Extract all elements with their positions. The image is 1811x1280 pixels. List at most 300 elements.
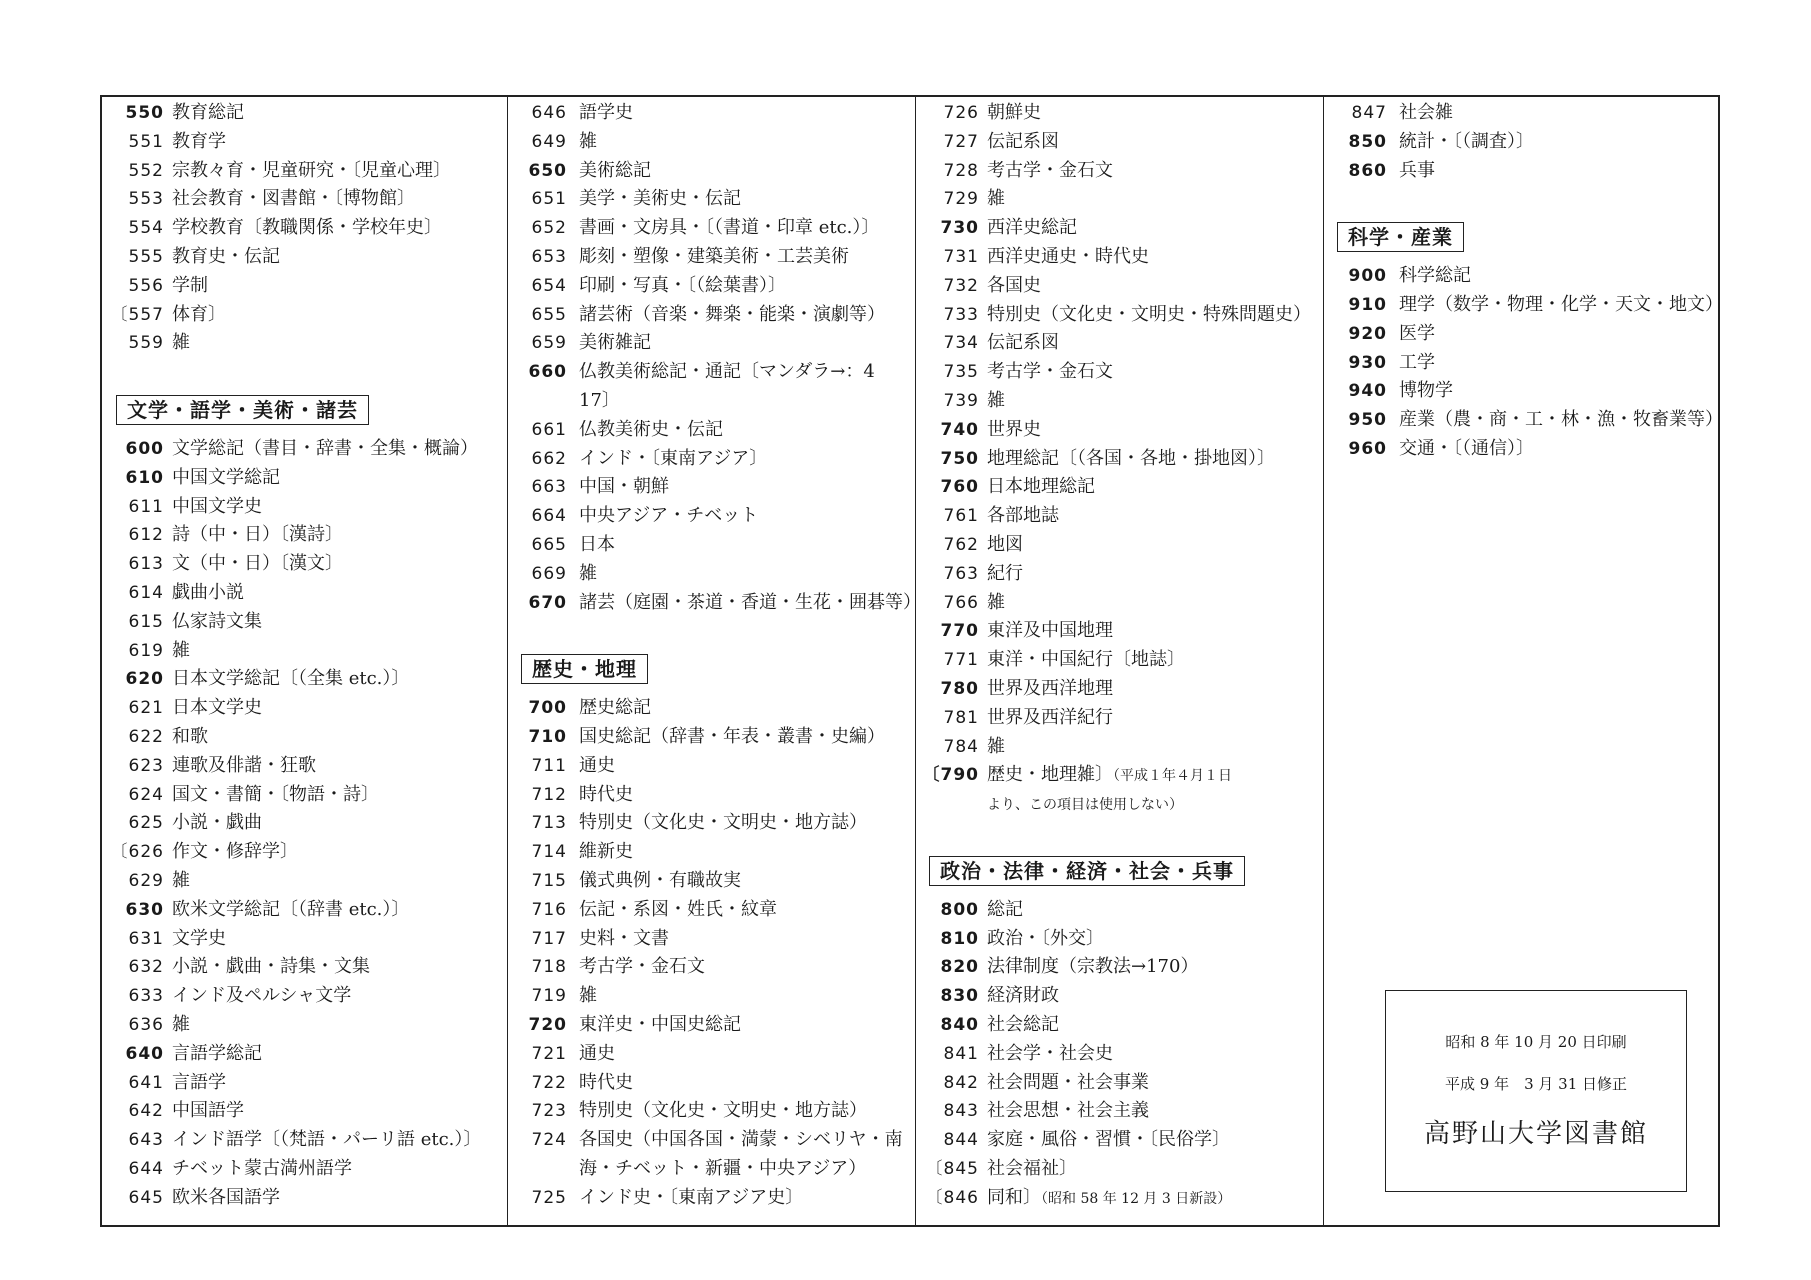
class-code: 611 [128,496,164,517]
class-code: 860 [1348,160,1387,181]
class-label-text: 考古学・金石文 [987,159,1113,181]
class-label-text: 美学・美術史・伝記 [579,188,741,210]
class-code: 763 [943,563,979,584]
class-label-text: 中国文学史 [172,495,262,517]
classification-entry [915,1184,1323,1213]
class-label-text: 印刷・写真・〔（絵葉書）〕 [579,274,786,296]
class-code: 717 [531,928,567,949]
class-code: 〔557 [110,304,164,325]
spacer [915,819,1323,848]
class-code: 645 [128,1187,164,1208]
class-label [579,416,723,445]
class-label-text: 中国文学総記 [172,466,280,488]
classification-entry [1323,435,1722,464]
classification-entry [507,358,915,387]
class-label [987,157,1113,186]
classification-entry [507,301,915,330]
class-label [172,896,409,925]
classification-entry [507,99,915,128]
class-code: 830 [940,986,979,1007]
class-label-text: 時代史 [579,1071,633,1093]
class-label-text: 仏教美術史・伝記 [579,418,723,440]
class-label [172,608,262,637]
classification-entry [507,560,915,589]
class-label [172,1155,352,1184]
class-label [579,473,669,502]
classification-entry [102,809,507,838]
class-label-text: 特別史（文化史・文明史・特殊問題史） [987,303,1311,325]
class-label-text: 詩（中・日）〔漢詩〕 [172,524,343,546]
classification-entry [1323,262,1722,291]
class-code: 651 [531,189,567,210]
class-label [1399,349,1435,378]
class-label-text: 言語学 [172,1071,226,1093]
class-label [579,387,620,416]
class-label [579,502,758,531]
class-code: 555 [128,246,164,267]
class-label [987,416,1041,445]
class-label [987,243,1149,272]
class-code: 712 [531,784,567,805]
class-code: 632 [128,957,164,978]
class-code: 669 [531,563,567,584]
class-label [1399,320,1435,349]
class-label-text: 地図 [987,533,1023,555]
class-label [579,358,875,387]
class-code: 766 [943,592,979,613]
class-code: 552 [128,160,164,181]
classification-entry [102,214,507,243]
class-code: 554 [128,218,164,239]
class-label-text: 博物学 [1399,380,1453,402]
class-label-text: 小説・戯曲 [172,812,262,834]
classification-entry [915,761,1323,790]
classification-entry [102,953,507,982]
class-code: 722 [531,1072,567,1093]
section-heading-label: 歴史・地理 [521,654,648,684]
class-label-text: 西洋史通史・時代史 [987,245,1149,267]
class-label [987,445,1275,474]
classification-entry [102,896,507,925]
class-label-text: 雑 [172,639,190,661]
class-label-text: 雑 [172,869,190,891]
class-label-text: 欧米各国語学 [172,1186,280,1208]
classification-entry [507,473,915,502]
classification-entry [915,531,1323,560]
class-code: 630 [125,899,164,920]
class-label-text: インド・〔東南アジア〕 [579,447,768,469]
class-code: 840 [940,1014,979,1035]
class-label-text: 同和〕 [987,1186,1041,1208]
class-label [579,214,879,243]
class-label [172,838,298,867]
class-code: 711 [531,755,567,776]
class-label-text: 学制 [172,274,208,296]
class-note: より、この項目は使用しない） [987,797,1183,814]
classification-entry [507,867,915,896]
class-label-text: 海・チベット・新疆・中央アジア） [579,1157,867,1179]
classification-entry [915,387,1323,416]
class-label [987,733,1005,762]
class-code: 733 [943,304,979,325]
class-code: 726 [943,103,979,123]
class-label-text: 雑 [579,130,597,152]
classification-entry [102,185,507,214]
class-label [579,157,651,186]
class-label [172,694,262,723]
class-label-text: 維新史 [579,841,633,863]
classification-entry [507,416,915,445]
class-label-text: 科学総記 [1399,265,1471,287]
section-heading-label: 科学・産業 [1337,222,1464,252]
class-label-text: 西洋史総記 [987,217,1077,239]
classification-entry [915,704,1323,733]
class-code: 728 [943,160,979,181]
class-label [579,838,633,867]
class-label-text: 日本文学史 [172,697,262,719]
class-label [579,272,786,301]
class-code: 623 [128,755,164,776]
class-code: 644 [128,1158,164,1179]
class-label [172,521,343,550]
classification-entry [915,157,1323,186]
classification-entry [915,358,1323,387]
class-label [987,1155,1077,1184]
classification-entry [507,157,915,186]
classification-entry [102,157,507,186]
class-label [987,473,1095,502]
class-code: 841 [943,1043,979,1064]
class-label [579,1011,741,1040]
class-label [987,925,1104,954]
class-code: 654 [531,275,567,296]
class-code: 624 [128,784,164,805]
class-code: 613 [128,554,164,575]
classification-entry [915,416,1323,445]
class-label-text: 地理総記〔（各国・各地・掛地図）〕 [987,447,1275,469]
section-heading [507,646,915,694]
class-note: （平成１年４月１日 [1113,768,1232,785]
class-code: 641 [128,1072,164,1093]
class-label [172,752,316,781]
class-code: 〔626 [110,842,164,863]
class-label [987,128,1059,157]
class-code: 720 [528,1014,567,1035]
class-code: 729 [943,189,979,210]
class-label-text: 語学史 [579,102,633,123]
entry-continuation [507,1155,915,1184]
class-label-text: 雑 [987,389,1005,411]
class-label-text: 諸芸術（音楽・舞楽・能楽・演劇等） [579,303,885,325]
class-label [987,790,1183,820]
classification-entry [102,665,507,694]
class-label-text: 考古学・金石文 [579,956,705,978]
class-label [172,493,262,522]
class-label-text: 言語学総記 [172,1042,262,1064]
class-label-text: 東洋・中国紀行〔地誌〕 [987,649,1185,671]
classification-entry [915,896,1323,925]
class-code: 〔790 [922,765,979,786]
class-label-text: 特別史（文化史・文明史・地方誌） [579,1100,867,1122]
classification-entry [102,867,507,896]
class-code: 718 [531,957,567,978]
class-code: 636 [128,1014,164,1035]
class-label-text: 教育学 [172,130,226,152]
classification-entry [102,1184,507,1213]
class-label-text: 中央アジア・チベット [579,505,759,527]
class-code: 614 [128,582,164,603]
classification-entry [102,99,507,128]
spacer [1323,185,1722,214]
class-label-text: 法律制度（宗教法→170） [987,956,1199,978]
class-label [987,387,1005,416]
classification-entry [1323,291,1722,320]
class-label [1399,262,1471,291]
printed-date: 昭和 8 年 10 月 20 日印刷 [1445,1033,1627,1051]
class-label-text: 儀式典例・有職故実 [579,869,741,891]
class-code: 930 [1348,352,1387,373]
classification-entry [915,982,1323,1011]
classification-entry [915,99,1323,128]
class-code: 661 [531,419,567,440]
classification-entry [507,1097,915,1126]
class-label [579,925,669,954]
section-heading-label: 政治・法律・経済・社会・兵事 [929,856,1245,886]
class-label [172,329,190,358]
classification-entry [507,128,915,157]
class-label [987,1126,1230,1155]
class-label [172,925,226,954]
class-code: 727 [943,131,979,152]
class-code: 640 [125,1043,164,1064]
classification-entry [915,733,1323,762]
class-label [987,589,1005,618]
entry-continuation [507,387,915,416]
class-label-text: 史料・文書 [579,927,669,949]
class-label [172,1069,226,1098]
class-code: 556 [128,275,164,296]
class-label [172,99,244,128]
class-label-text: 産業（農・商・工・林・漁・牧畜業等） [1399,409,1723,431]
classification-entry [915,473,1323,502]
class-label [987,1069,1149,1098]
class-code: 716 [531,899,567,920]
class-code: 721 [531,1043,567,1064]
class-label [987,99,1041,128]
class-label-text: 日本 [579,533,615,555]
class-label [579,329,651,358]
class-label [579,896,777,925]
class-label [579,185,741,214]
class-label [172,464,280,493]
class-label-text: チベット蒙古満州語学 [172,1157,352,1179]
class-code: 615 [128,611,164,632]
class-label-text: 伝記系図 [987,332,1059,354]
class-label-text: 経済財政 [987,985,1059,1007]
classification-entry [507,896,915,925]
class-code: 714 [531,842,567,863]
class-label [172,867,190,896]
class-code: 844 [943,1130,979,1151]
class-label-text: 交通・〔（通信）〕 [1399,437,1534,459]
classification-entry [102,464,507,493]
classification-entry [507,781,915,810]
class-label-text: 国文・書簡・〔物語・詩〕 [172,783,379,805]
class-label-text: 工学 [1399,351,1435,373]
classification-entry [507,1040,915,1069]
class-code: 649 [531,131,567,152]
class-code: 800 [940,899,979,920]
section-heading [102,387,507,435]
class-label [987,214,1077,243]
classification-entry [102,128,507,157]
library-name: 高野山大学図書館 [1423,1119,1648,1149]
class-label [987,761,1232,791]
classification-entry [915,502,1323,531]
classification-entry [102,329,507,358]
class-label-text: 通史 [579,1042,615,1064]
class-code: 633 [128,986,164,1007]
classification-entry [507,809,915,838]
class-code: 642 [128,1101,164,1122]
class-label-text: 各部地誌 [987,505,1059,527]
classification-entry [102,1155,507,1184]
class-label-text: 伝記・系図・姓氏・紋章 [579,898,777,920]
class-code: 842 [943,1072,979,1093]
class-label [987,560,1023,589]
class-code: 724 [531,1130,567,1151]
class-code: 559 [128,333,164,354]
classification-entry [102,1011,507,1040]
class-label [172,157,451,186]
class-label [987,358,1113,387]
class-label [987,301,1311,330]
classification-entry [507,531,915,560]
class-code: 761 [943,506,979,527]
class-label-text: 雑 [172,332,190,354]
class-label-text: 伝記系図 [987,130,1059,152]
class-label [172,550,343,579]
class-label-text: 美術雑記 [579,332,651,354]
class-label-text: 学校教育〔教職関係・学校年史〕 [172,217,442,239]
class-label-text: 社会福祉〕 [987,1157,1077,1179]
class-code: 784 [943,736,979,757]
class-label-text: 雑 [987,188,1005,210]
class-label-text: 医学 [1399,322,1435,344]
class-label-text: インド史・〔東南アジア史〕 [579,1186,804,1208]
class-code: 619 [128,640,164,661]
class-label [579,243,849,272]
classification-entry [915,128,1323,157]
class-code: 612 [128,525,164,546]
class-label [1399,406,1723,435]
classification-entry [102,723,507,752]
class-label-text: 社会雑 [1399,102,1453,123]
class-label-text: 教育史・伝記 [172,245,280,267]
class-label [987,1097,1149,1126]
classification-entry [507,1011,915,1040]
class-label-text: 国史総記（辞書・年表・叢書・史編） [579,725,885,747]
library-stamp-box [1385,990,1687,1192]
classification-entry [507,243,915,272]
class-label-text: 兵事 [1399,159,1435,181]
classification-entry [915,185,1323,214]
classification-entry [915,560,1323,589]
class-code: 730 [940,218,979,239]
class-code: 646 [531,103,567,123]
class-label [1399,377,1453,406]
class-label [172,1040,262,1069]
class-label-text: 欧米文学総記〔（辞書 etc.）〕 [172,898,410,920]
classification-entry [102,521,507,550]
class-label-text: 文（中・日）〔漢文〕 [172,553,343,575]
classification-entry [102,781,507,810]
class-label-text: 雑 [987,591,1005,613]
class-label [579,781,633,810]
class-label [579,953,705,982]
class-label [172,953,370,982]
class-label [987,272,1041,301]
class-label [579,694,651,723]
class-code: 734 [943,333,979,354]
class-label-text: 社会教育・図書館・〔博物館〕 [172,188,415,210]
class-code: 735 [943,362,979,383]
class-label [987,982,1059,1011]
class-code: 710 [528,726,567,747]
class-label-text: 特別史（文化史・文明史・地方誌） [579,812,867,834]
class-code: 659 [531,333,567,354]
classification-entry [915,1126,1323,1155]
classification-entry [507,185,915,214]
class-label [172,1184,280,1213]
classification-entry [102,1069,507,1098]
class-label-text: 教育総記 [172,102,244,123]
classification-entry [507,694,915,723]
class-label [172,301,226,330]
class-code: 〔846 [925,1187,979,1208]
entry-continuation [915,790,1323,819]
classification-entry [102,550,507,579]
classification-entry [507,589,921,618]
class-code: 731 [943,246,979,267]
class-code: 960 [1348,438,1387,459]
classification-entry [102,272,507,301]
class-label [172,128,226,157]
class-label-text: 東洋史・中国史総記 [579,1013,741,1035]
class-code: 653 [531,246,567,267]
class-label [987,1040,1113,1069]
class-label [987,704,1113,733]
classification-entry [915,953,1323,982]
section-heading [1323,214,1722,262]
class-label [172,809,262,838]
class-label-text: 戯曲小説 [172,581,244,603]
classification-entry [915,1069,1323,1098]
class-code: 655 [531,304,567,325]
class-label-text: 朝鮮史 [987,102,1041,123]
class-code: 663 [531,477,567,498]
class-label [1399,99,1453,128]
class-label [579,1126,903,1155]
column-2 [507,97,921,1225]
classification-entry [102,435,507,464]
class-label [1399,291,1723,320]
class-label [172,579,244,608]
class-label [987,185,1005,214]
class-code: 670 [528,592,567,613]
class-label [172,185,415,214]
classification-entry [915,1155,1323,1184]
